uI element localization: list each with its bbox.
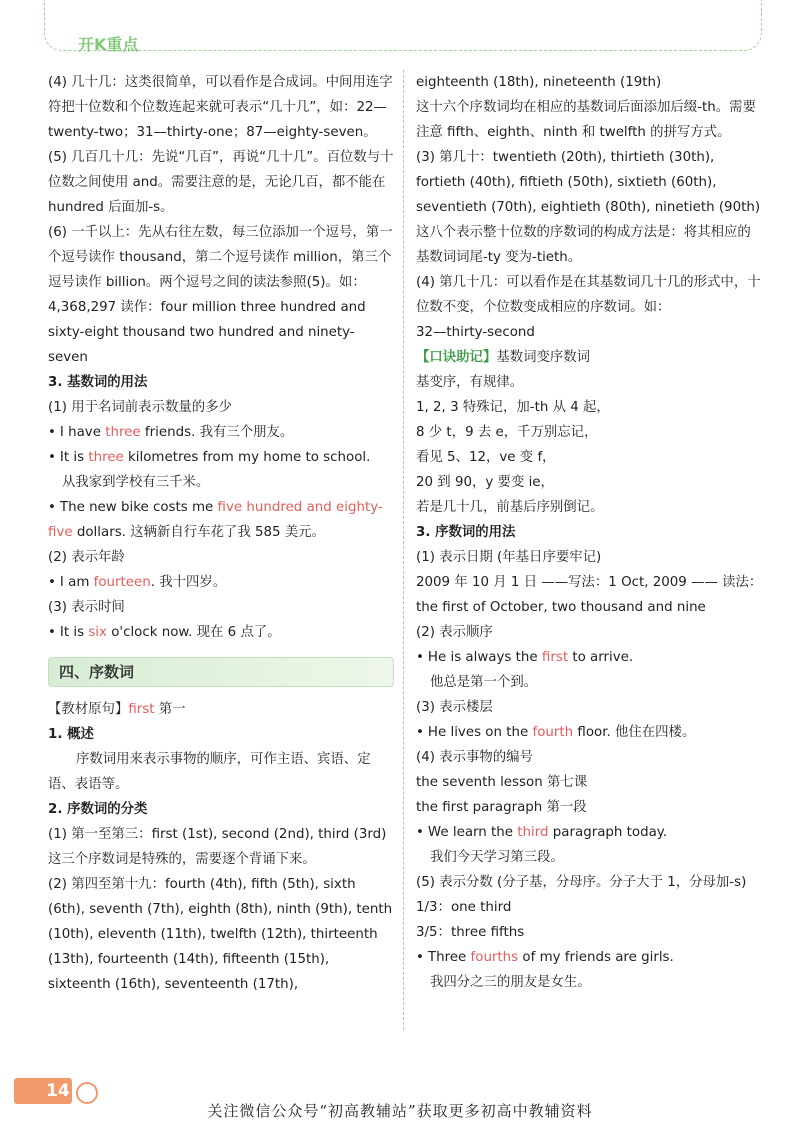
mnemonic-line: 基变序，有规律。 <box>416 375 524 390</box>
paragraph: eighteenth (18th), nineteenth (19th) <box>416 75 662 90</box>
paragraph: 这三个序数词是特殊的，需要逐个背诵下来。 <box>48 852 316 867</box>
page-number: 14 <box>14 1078 72 1104</box>
heading: 3. 基数词的用法 <box>48 375 148 390</box>
example: • We learn the third paragraph today. <box>416 820 764 845</box>
example: • The new bike costs me five hundred and eighty-five dollars. 这辆新自行车花了我 585 美元。 <box>48 495 394 545</box>
mnemonic-line: 看见 5、12，ve 变 f， <box>416 450 556 465</box>
example: • He is always the first to arrive. <box>416 645 764 670</box>
mnemonic-line: 20 到 90，y 要变 ie， <box>416 475 554 490</box>
paragraph: (5) 几百几十几：先说“几百”，再说“几十几”。百位数与十位数之间使用 and。需要注意的是，无论几百，都不能在 hundred 后面加-s。 <box>48 150 394 215</box>
paragraph: 序数词用来表示事物的顺序，可作主语、宾语、定语、表语等。 <box>48 752 371 792</box>
usage-item: (3) 表示楼层 <box>416 700 493 715</box>
paragraph: (1) 第一至第三：first (1st), second (2nd), third (3rd) <box>48 827 387 842</box>
example: • I have three friends. 我有三个朋友。 <box>48 420 394 445</box>
footer-note: 关注微信公众号“初高教辅站”获取更多初高中教辅资料 <box>207 1102 593 1120</box>
mnemonic-line: 8 少 t，9 去 e，千万别忘记， <box>416 425 598 440</box>
paragraph: (4) 第几十几：可以看作是在其基数词几十几的形式中，十位数不变，个位数变成相应的序数词。如： <box>416 275 761 315</box>
paragraph: (3) 第几十：twentieth (20th), thirtieth (30th), fortieth (40th), fiftieth (50th), sixtieth (60th), seventieth (70th), eightieth (80th), ninetieth (90th) <box>416 150 761 215</box>
usage-item: (4) 表示事物的编号 <box>416 750 533 765</box>
example: • I am fourteen. 我十四岁。 <box>48 570 394 595</box>
paragraph: 2009 年 10 月 1 日 ——写法：1 Oct, 2009 —— 读法：the first of October, two thousand and nine <box>416 575 763 615</box>
paragraph: 这十六个序数词均在相应的基数词后面添加后缀-th。需要注意 fifth、eighth、ninth 和 twelfth 的拼写方式。 <box>416 100 756 140</box>
heading: 3. 序数词的用法 <box>416 525 516 540</box>
source-sentence: 【教材原句】first 第一 <box>48 702 186 717</box>
usage-item: (1) 表示日期 (年基日序要牢记) <box>416 550 602 565</box>
mnemonic-title: 【口诀助记】基数词变序数词 <box>416 350 591 365</box>
usage-item: (2) 表示顺序 <box>416 625 493 640</box>
paragraph: the first paragraph 第一段 <box>416 800 587 815</box>
example: • It is six o'clock now. 现在 6 点了。 <box>48 620 394 645</box>
mnemonic-line: 1, 2, 3 特殊记，加-th 从 4 起， <box>416 400 610 415</box>
translation: 我们今天学习第三段。 <box>430 850 564 865</box>
heading: 1. 概述 <box>48 727 94 742</box>
paragraph: 3/5：three fifths <box>416 925 525 940</box>
usage-item: (3) 表示时间 <box>48 600 125 615</box>
right-column <box>416 70 764 995</box>
example: • He lives on the fourth floor. 他住在四楼。 <box>416 720 764 745</box>
example: • It is three kilometres from my home to school. <box>48 445 394 470</box>
example: • Three fourths of my friends are girls. <box>416 945 764 970</box>
usage-item: (1) 用于名词前表示数量的多少 <box>48 400 232 415</box>
usage-item: (5) 表示分数 (分子基，分母序。分子大于 1，分母加-s) <box>416 875 747 890</box>
usage-item: (2) 表示年龄 <box>48 550 125 565</box>
translation: 他总是第一个到。 <box>430 675 538 690</box>
column-divider <box>403 70 404 1030</box>
paragraph: 32—thirty-second <box>416 325 535 340</box>
paragraph: (4) 几十几：这类很简单，可以看作是合成词。中间用连字符把十位数和个位数连起来就可表示“几十几”，如：22—twenty-two；31—thirty-one；87—eighty-seven。 <box>48 75 393 140</box>
translation: 我四分之三的朋友是女生。 <box>430 975 591 990</box>
paragraph: 这八个表示整十位数的序数词的构成方法是：将其相应的基数词词尾-ty 变为-tieth。 <box>416 225 751 265</box>
paragraph: (2) 第四至第十九：fourth (4th), fifth (5th), sixth (6th), seventh (7th), eighth (8th), ninth (9th), tenth (10th), eleventh (11th), twelfth (12th), thirteenth (13th), fourteenth (14th), fifteenth (15th), sixteenth (16th), seventeenth (17th), <box>48 877 393 992</box>
header-frame <box>44 0 762 51</box>
heading: 2. 序数词的分类 <box>48 802 148 817</box>
header-logo: 开K重点 <box>78 35 139 54</box>
mnemonic-line: 若是几十几，前基后序别倒记。 <box>416 500 604 515</box>
translation: 从我家到学校有三千米。 <box>62 475 210 490</box>
left-column <box>48 70 394 997</box>
paragraph: the seventh lesson 第七课 <box>416 775 588 790</box>
paragraph: (6) 一千以上：先从右往左数，每三位添加一个逗号，第一个逗号读作 thousand，第二个逗号读作 million，第三个逗号读作 billion。两个逗号之间的读法参照(5)。如：4,368,297 读作：four million three hundred and sixty-eight thousand two hundred and ninety-seven <box>48 225 393 365</box>
section-title: 四、序数词 <box>48 657 394 687</box>
paragraph: 1/3：one third <box>416 900 512 915</box>
